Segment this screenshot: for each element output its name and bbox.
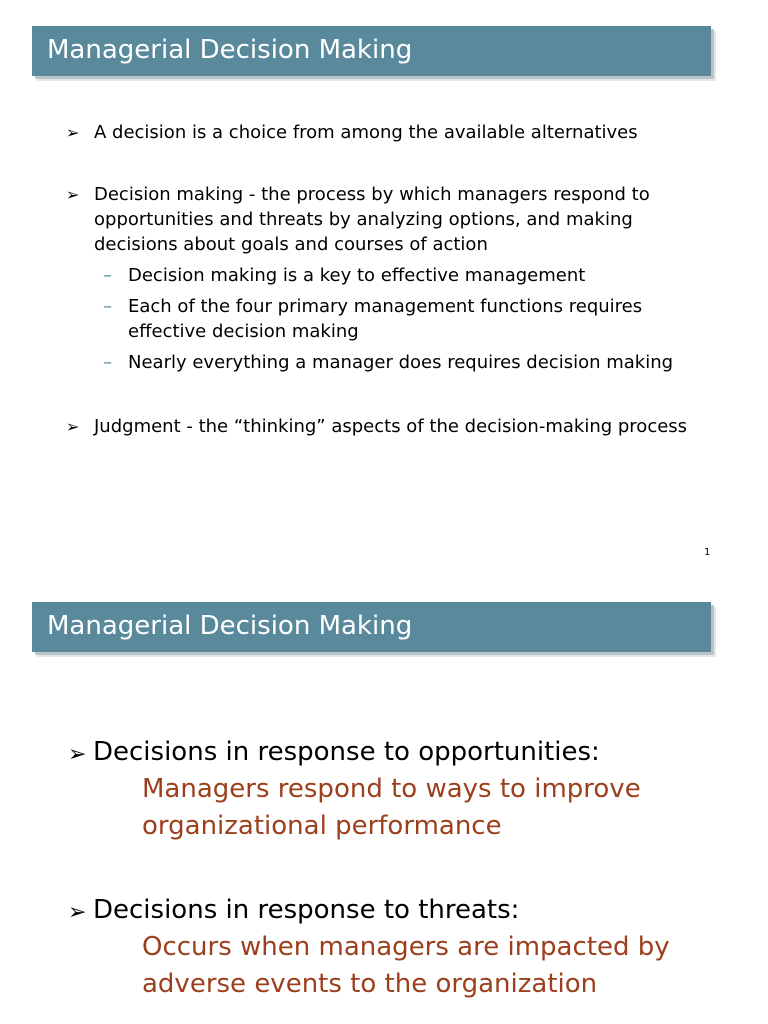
bullet-text: Decision making - the process by which managers respond to opportunities and threats by analyzing options, and making decisions about goals and courses of action: [94, 184, 650, 255]
bullet-item: [66, 414, 706, 439]
bullet-heading: Decisions in response to opportunities:: [93, 737, 600, 767]
dash-bullet-icon: –: [103, 296, 112, 317]
sub-bullet-text: Decision making is a key to effective management: [128, 265, 586, 286]
dash-bullet-icon: –: [103, 265, 112, 286]
arrow-bullet-icon: ➢: [66, 417, 80, 436]
sub-bullet-item: [103, 294, 706, 344]
slide-title: Managerial Decision Making: [47, 35, 413, 65]
page-number: 1: [704, 547, 711, 558]
arrow-bullet-icon: ➢: [68, 742, 87, 767]
slide-title-bar: [32, 26, 711, 76]
bullet-item: [66, 120, 706, 145]
bullet-body: Managers respond to ways to improve organizational performance: [142, 774, 641, 841]
bullet-item: [68, 892, 728, 1003]
bullet-item: [68, 734, 728, 845]
slide-2: [0, 580, 768, 1024]
slide-title: Managerial Decision Making: [47, 611, 413, 641]
arrow-bullet-icon: ➢: [68, 900, 87, 925]
arrow-bullet-icon: ➢: [66, 185, 80, 204]
sub-bullet-item: [103, 263, 706, 288]
bullet-heading: Decisions in response to threats:: [93, 895, 520, 925]
sub-bullet-item: [103, 350, 706, 375]
bullet-body: Occurs when managers are impacted by adverse events to the organization: [142, 932, 670, 999]
bullet-item: [66, 182, 706, 375]
bullet-text: A decision is a choice from among the available alternatives: [94, 122, 638, 143]
sub-bullet-text: Nearly everything a manager does requires decision making: [128, 352, 674, 373]
bullet-text: Judgment - the “thinking” aspects of the decision-making process: [94, 416, 688, 437]
slide-title-bar: [32, 602, 711, 652]
sub-bullet-text: Each of the four primary management functions requires effective decision making: [128, 296, 643, 342]
arrow-bullet-icon: ➢: [66, 123, 80, 142]
dash-bullet-icon: –: [103, 352, 112, 373]
